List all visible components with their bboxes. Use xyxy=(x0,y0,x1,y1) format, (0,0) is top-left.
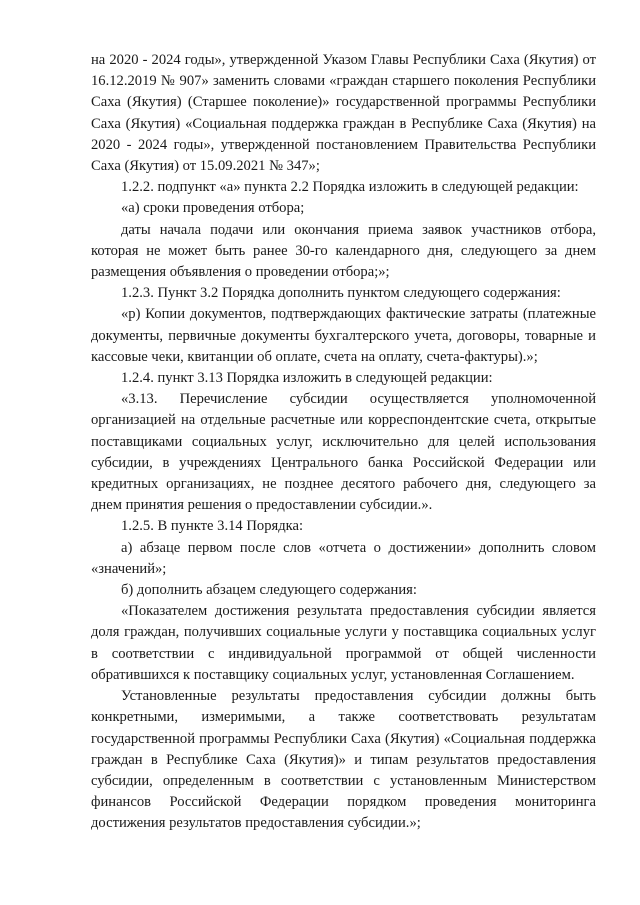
paragraph-dates: даты начала подачи или окончания приема заявок участников отбора, которая не может быть ранее 30-го календарного дня, следующего за днем размещения объявления о проведении отбора;»; xyxy=(91,221,596,281)
paragraph-clause-3-13: «3.13. Перечисление субсидии осуществляется уполномоченной организацией на отдельные расчетные или корреспондентские счета, открытые поставщиками социальных услуг, исключительно для целей использования субсидии, в учреждениях Центрального банка Российской Федерации или кредитных организациях, не позднее десятого рабочего дня, следующего за днем принятия решения о предоставлении субсидии.». xyxy=(91,391,596,514)
document-page xyxy=(91,50,596,835)
paragraph-subitem-r: «р) Копии документов, подтверждающих фактические затраты (платежные документы, первичные документы бухгалтерского учета, договоры, товарные и кассовые чеки, квитанции об оплате, счета на оплату, счета-фактуры).»; xyxy=(91,306,596,365)
paragraph-item-1-2-4: 1.2.4. пункт 3.13 Порядка изложить в следующей редакции: xyxy=(121,370,493,387)
paragraph-results: Установленные результаты предоставления субсидии должны быть конкретными, измеримыми, а также соответствовать результатам государственной программы Республики Саха (Якутия) «Социальная поддержка граждан в Республике Саха (Якутия)» и типам результатов предоставления субсидии, определенным в соответствии с установленным Министерством финансов Российской Федерации порядком проведения мониторинга достижения результатов предоставления субсидии.»; xyxy=(91,688,596,832)
paragraph-item-1-2-3: 1.2.3. Пункт 3.2 Порядка дополнить пунктом следующего содержания: xyxy=(121,285,561,302)
paragraph-item-1-2-2: 1.2.2. подпункт «а» пункта 2.2 Порядка изложить в следующей редакции: xyxy=(121,179,579,196)
paragraph-subitem-b: б) дополнить абзацем следующего содержания: xyxy=(121,582,417,599)
paragraph-subitem-a: «а) сроки проведения отбора; xyxy=(121,200,305,217)
paragraph-item-1-2-5: 1.2.5. В пункте 3.14 Порядка: xyxy=(121,518,304,535)
paragraph-subitem-a2: а) абзаце первом после слов «отчета о достижении» дополнить словом «значений»; xyxy=(91,539,596,577)
paragraph-indicator: «Показателем достижения результата предоставления субсидии является доля граждан, получивших социальные услуги у поставщика социальных услуг в соответствии с индивидуальной программой от общей численности обратившихся к поставщику социальных услуг, установленная Соглашением. xyxy=(91,603,596,683)
paragraph-continuation: на 2020 - 2024 годы», утвержденной Указом Главы Республики Саха (Якутия) от 16.12.2019 № 907» заменить словами «граждан старшего поколения Республики Саха (Якутия) (Старшее поколение)» государственной программы Республики Саха (Якутия) «Социальная поддержка граждан в Республике Саха (Якутия) на 2020 - 2024 годы», утвержденной постановлением Правительства Республики Саха (Якутия) от 15.09.2021 № 347»; xyxy=(91,52,596,175)
